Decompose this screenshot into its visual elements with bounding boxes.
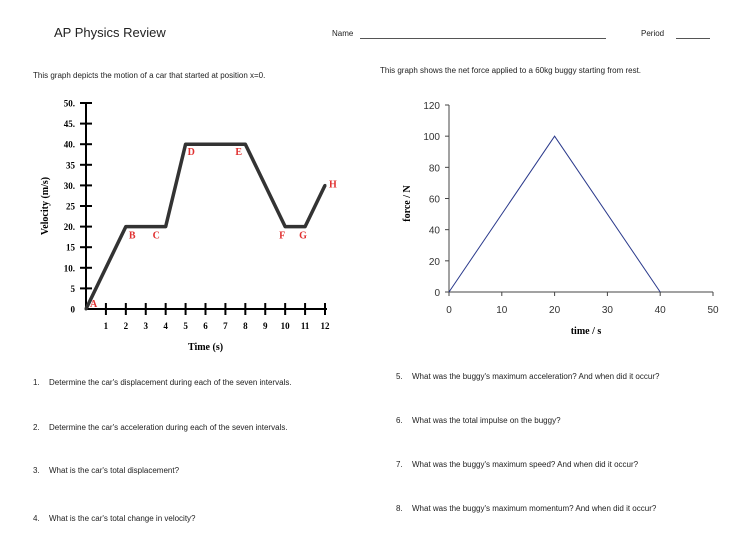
question-2 <box>33 423 288 432</box>
point-label-g: G <box>299 230 307 242</box>
x-tick-label: 4 <box>163 321 168 331</box>
question-number: 1. <box>33 378 40 387</box>
name-label: Name <box>332 29 354 38</box>
question-number: 2. <box>33 423 40 432</box>
point-label-d: D <box>187 147 195 159</box>
question-text: What is the car's total change in velocity? <box>49 514 196 523</box>
period-blank-line[interactable] <box>676 38 710 39</box>
y-tick-label: 10. <box>63 263 75 274</box>
x-tick-label: 10 <box>280 321 290 331</box>
y-tick-label: 120 <box>423 101 440 112</box>
x-tick-label: 8 <box>243 321 248 331</box>
worksheet-title: AP Physics Review <box>54 25 166 40</box>
y-tick-label: 35 <box>66 160 75 171</box>
point-label-a: A <box>90 299 98 310</box>
data-point <box>284 225 287 228</box>
y-axis-label: force / N <box>402 185 413 222</box>
x-axis-label: Time (s) <box>187 342 224 353</box>
y-tick-label: 45. <box>63 119 75 130</box>
y-tick-label: 40 <box>428 225 440 237</box>
question-5 <box>396 372 659 381</box>
x-tick-label: 40 <box>654 305 666 316</box>
x-tick-label: 7 <box>223 321 228 331</box>
y-tick-label: 100 <box>423 132 440 144</box>
question-6 <box>396 416 561 425</box>
x-axis-label: time / s <box>570 326 602 337</box>
y-tick-label: 60 <box>428 194 440 206</box>
x-tick-label: 0 <box>446 305 452 316</box>
x-tick-label: 1 <box>103 321 109 331</box>
y-tick-label: 5 <box>70 283 75 294</box>
question-4 <box>33 514 196 523</box>
x-tick-label: 5 <box>183 321 188 331</box>
velocity-graph-caption: This graph depicts the motion of a car that started at position x=0. <box>33 71 266 80</box>
x-tick-label: 3 <box>143 321 148 331</box>
y-axis-label: Velocity (m/s) <box>40 176 51 236</box>
question-number: 3. <box>33 466 40 475</box>
question-number: 4. <box>33 514 40 523</box>
y-tick-label: 30. <box>63 180 75 191</box>
data-point <box>324 184 327 187</box>
y-tick-label: 0 <box>70 304 75 315</box>
question-text: What was the total impulse on the buggy? <box>412 416 561 425</box>
question-text: What was the buggy's maximum acceleration? And when did it occur? <box>412 372 660 381</box>
question-number: 5. <box>396 372 403 381</box>
question-number: 6. <box>396 416 403 425</box>
y-tick-label: 25 <box>66 201 75 212</box>
period-label: Period <box>641 29 665 38</box>
x-tick-label: 2 <box>123 321 129 331</box>
y-tick-label: 40. <box>63 139 75 150</box>
velocity-series-line <box>86 144 325 309</box>
question-number: 7. <box>396 460 403 469</box>
data-point <box>164 225 167 228</box>
data-point <box>244 143 247 146</box>
point-label-e: E <box>235 147 243 159</box>
data-point <box>124 225 127 228</box>
velocity-time-chart <box>0 90 360 360</box>
x-tick-label: 10 <box>496 305 508 316</box>
x-tick-label: 6 <box>203 321 208 331</box>
force-graph-caption: This graph shows the net force applied to a 60kg buggy starting from rest. <box>380 66 642 75</box>
question-text: What is the car's total displacement? <box>49 466 180 475</box>
question-number: 8. <box>396 504 403 513</box>
x-tick-label: 30 <box>601 305 613 316</box>
question-3 <box>33 466 179 475</box>
y-tick-label: 20 <box>428 256 440 268</box>
force-series-line <box>449 136 660 292</box>
data-point <box>85 308 88 311</box>
point-label-h: H <box>329 179 337 191</box>
question-8 <box>396 504 656 513</box>
question-text: What was the buggy's maximum momentum? And when did it occur? <box>412 504 657 513</box>
question-text: What was the buggy's maximum speed? And when did it occur? <box>412 460 639 469</box>
name-blank-line[interactable] <box>360 38 606 39</box>
x-tick-label: 20 <box>549 305 561 316</box>
y-tick-label: 80 <box>428 163 440 175</box>
point-label-c: C <box>152 230 160 242</box>
y-tick-label: 50. <box>63 98 75 109</box>
data-point <box>304 225 307 228</box>
question-1 <box>33 378 292 387</box>
question-7 <box>396 460 638 469</box>
x-tick-label: 11 <box>300 321 310 331</box>
x-tick-label: 9 <box>263 321 268 331</box>
question-text: Determine the car's acceleration during each of the seven intervals. <box>49 423 288 432</box>
data-point <box>184 143 187 146</box>
point-label-b: B <box>128 230 136 242</box>
y-tick-label: 20. <box>63 222 75 233</box>
y-tick-label: 15 <box>66 242 75 253</box>
y-tick-label: 0 <box>434 288 440 299</box>
force-time-chart <box>370 90 743 350</box>
question-text: Determine the car's displacement during each of the seven intervals. <box>49 378 292 387</box>
point-label-f: F <box>279 230 286 242</box>
x-tick-label: 12 <box>320 321 330 331</box>
x-tick-label: 50 <box>707 305 719 316</box>
